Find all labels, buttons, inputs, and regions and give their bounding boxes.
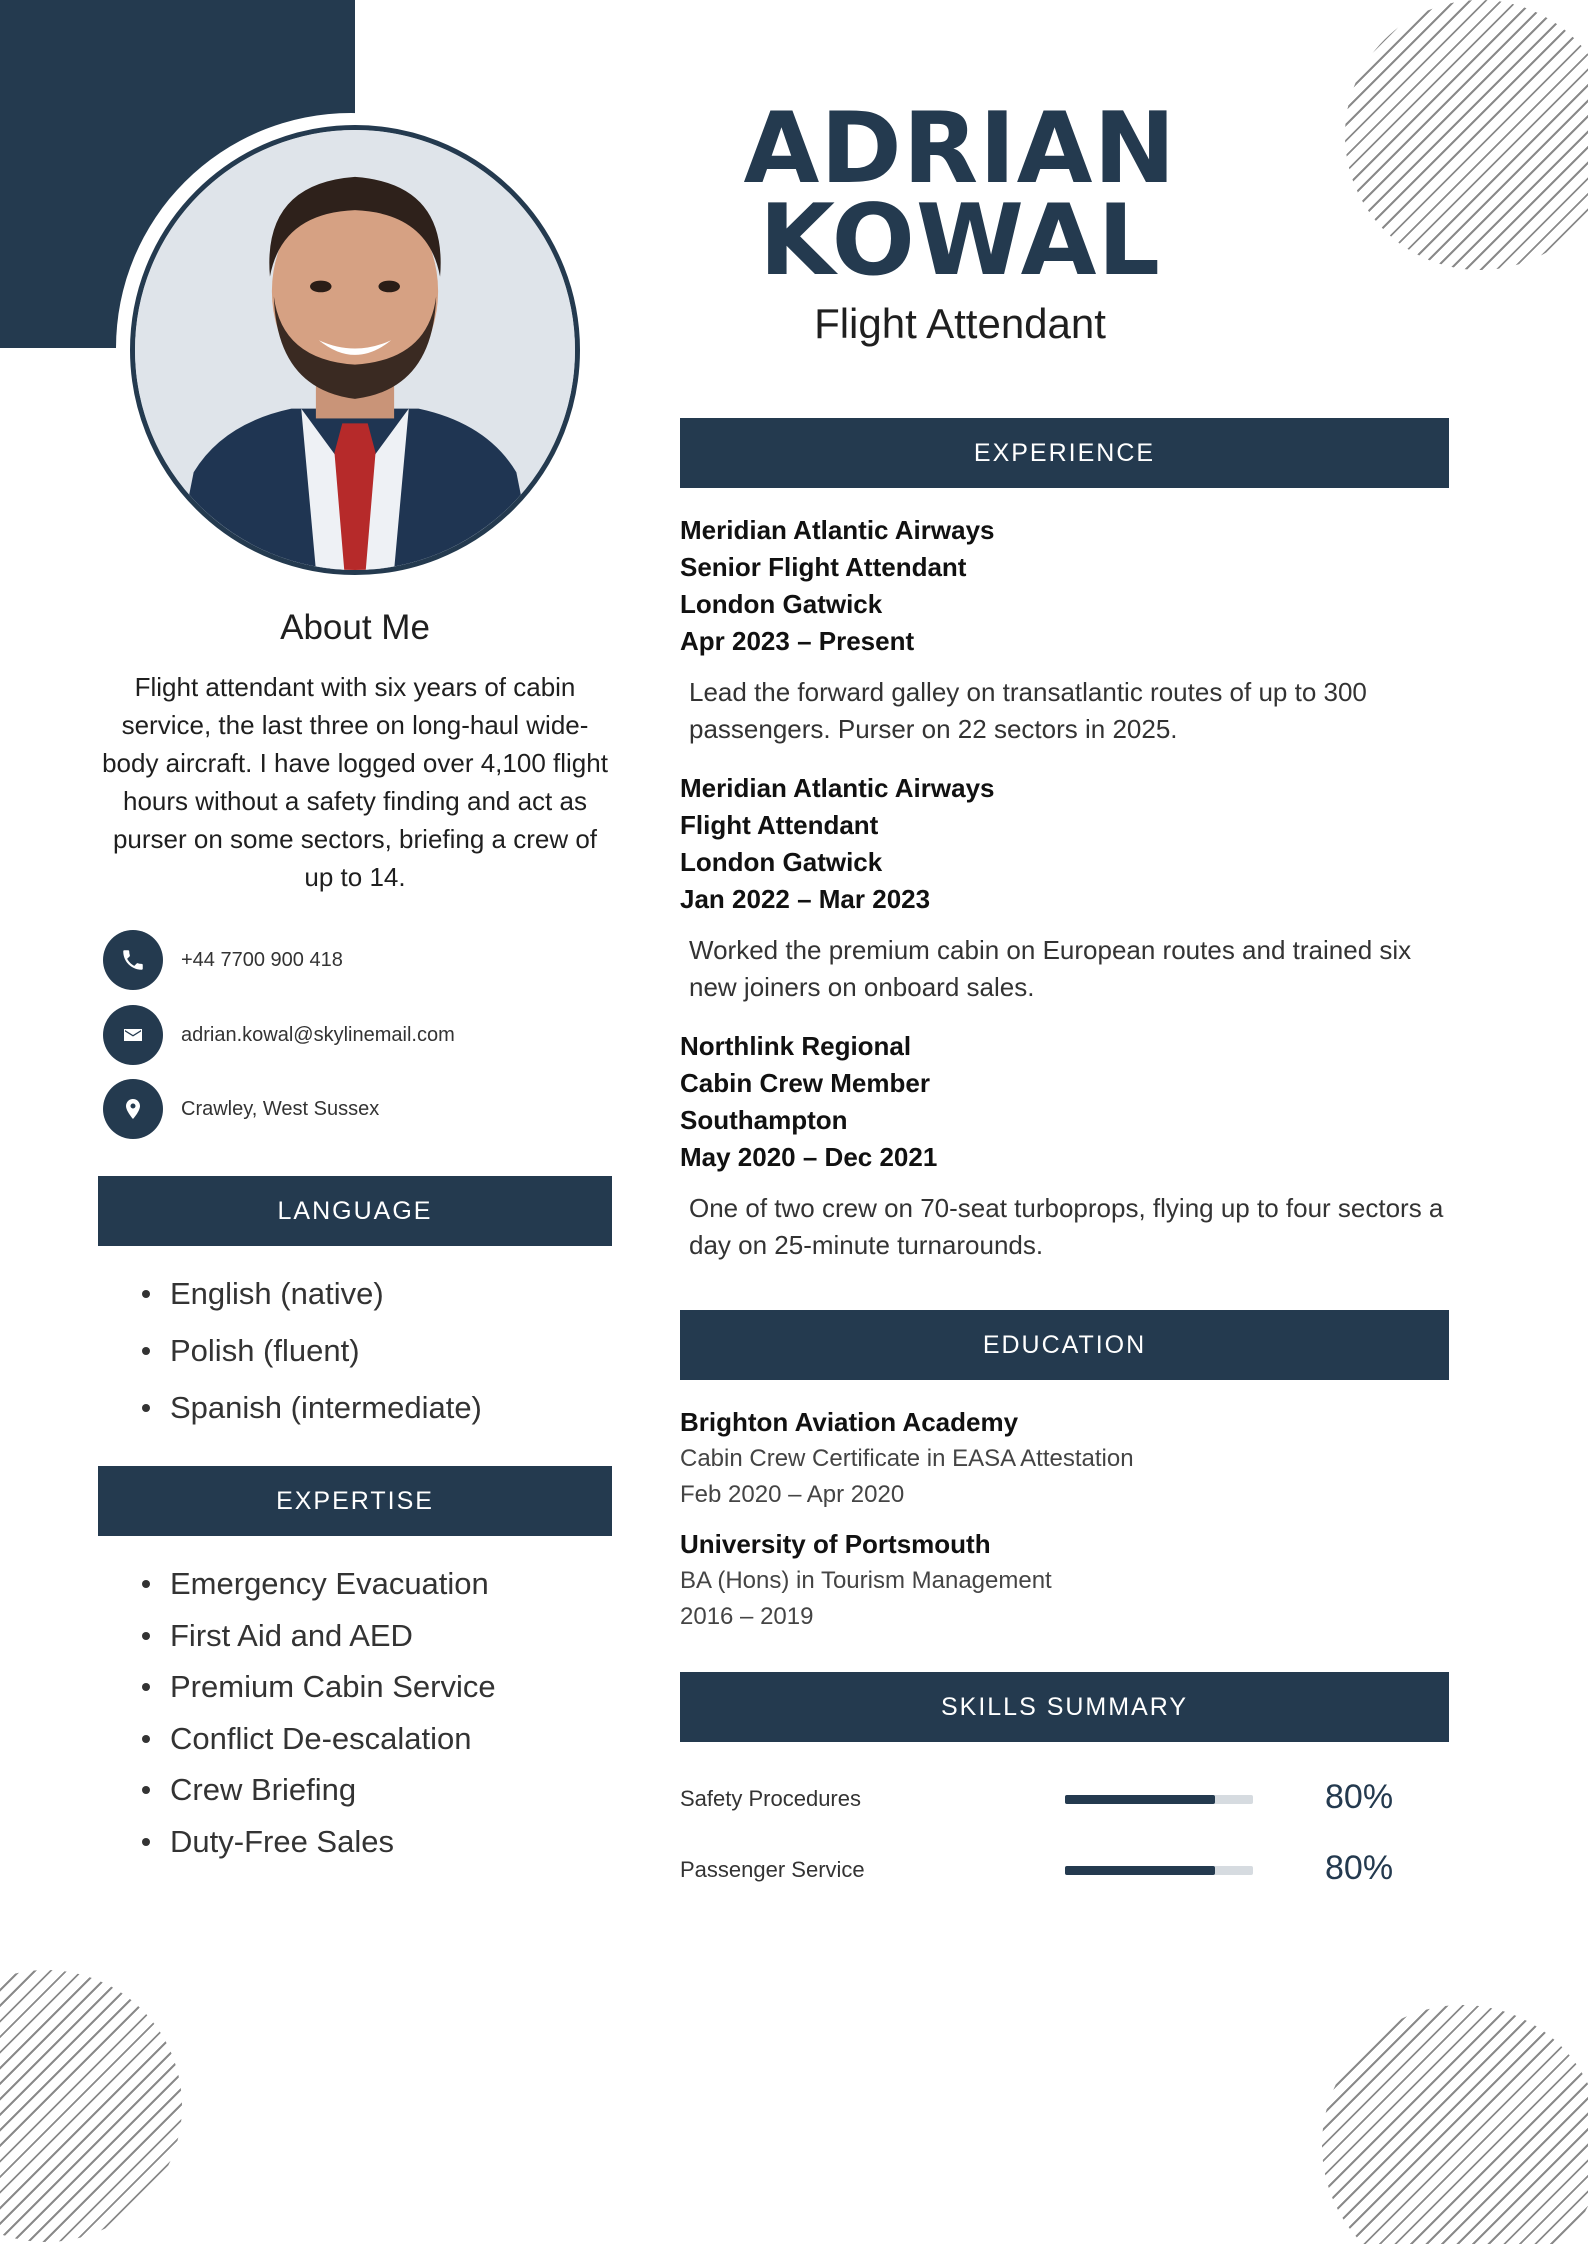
expertise-list	[170, 1558, 496, 1867]
skills-heading: SKILLS SUMMARY	[680, 1672, 1449, 1742]
location-text: Crawley, West Sussex	[181, 1097, 380, 1120]
job-dates: Jan 2022 – Mar 2023	[680, 884, 931, 914]
list-item: Polish (fluent)	[170, 1322, 482, 1379]
education-entry	[680, 1404, 1460, 1513]
company: Meridian Atlantic Airways	[680, 515, 995, 545]
language-list	[170, 1265, 482, 1436]
skill-row	[680, 1849, 1460, 1889]
contact-phone	[103, 930, 343, 990]
role: Senior Flight Attendant	[680, 552, 967, 582]
job-location: Southampton	[680, 1105, 848, 1135]
education-dates: Feb 2020 – Apr 2020	[680, 1481, 905, 1508]
list-item: Crew Briefing	[170, 1764, 496, 1816]
experience-entry	[680, 1028, 1460, 1264]
phone-text: +44 7700 900 418	[181, 948, 343, 971]
education-dates: 2016 – 2019	[680, 1603, 814, 1630]
skill-name: Safety Procedures	[680, 1786, 861, 1811]
company: Northlink Regional	[680, 1031, 912, 1061]
job-description: Worked the premium cabin on European routes and trained six new joiners on onboard sales.	[689, 935, 1412, 1002]
list-item: Premium Cabin Service	[170, 1661, 496, 1713]
skill-name: Passenger Service	[680, 1857, 865, 1882]
hatched-circle-bottom-left	[0, 1970, 182, 2242]
list-item: Emergency Evacuation	[170, 1558, 496, 1610]
job-description: One of two crew on 70-seat turboprops, flying up to four sectors a day on 25-minute turnarounds.	[689, 1193, 1444, 1260]
job-description: Lead the forward galley on transatlantic routes of up to 300 passengers. Purser on 22 sectors in 2025.	[689, 677, 1367, 744]
list-item: English (native)	[170, 1265, 482, 1322]
education-entry	[680, 1526, 1460, 1635]
experience-entry	[680, 770, 1460, 1006]
job-location: London Gatwick	[680, 589, 883, 619]
experience-heading: EXPERIENCE	[680, 418, 1449, 488]
degree: Cabin Crew Certificate in EASA Attestation	[680, 1445, 1134, 1472]
hatched-circle-top-right	[1345, 0, 1588, 270]
email-text: adrian.kowal@skylinemail.com	[181, 1023, 455, 1046]
phone-icon	[103, 930, 163, 990]
role: Cabin Crew Member	[680, 1068, 930, 1098]
school: University of Portsmouth	[680, 1529, 991, 1559]
hatched-circle-bottom-right	[1322, 2005, 1588, 2244]
skill-bar-fill	[1065, 1795, 1215, 1804]
experience-entry	[680, 512, 1460, 748]
skill-row	[680, 1778, 1460, 1818]
school: Brighton Aviation Academy	[680, 1407, 1019, 1437]
education-heading: EDUCATION	[680, 1310, 1449, 1380]
job-dates: Apr 2023 – Present	[680, 626, 915, 656]
skill-bar	[1065, 1795, 1253, 1804]
list-item: Duty-Free Sales	[170, 1816, 496, 1868]
skill-bar-fill	[1065, 1866, 1215, 1875]
expertise-heading: EXPERTISE	[98, 1466, 612, 1536]
location-pin-icon	[103, 1079, 163, 1139]
skill-percent: 80%	[1325, 1849, 1394, 1887]
company: Meridian Atlantic Airways	[680, 773, 995, 803]
role: Flight Attendant	[680, 810, 879, 840]
contact-email	[103, 1005, 455, 1065]
list-item: First Aid and AED	[170, 1610, 496, 1662]
job-dates: May 2020 – Dec 2021	[680, 1142, 938, 1172]
first-name: ADRIAN	[743, 92, 1177, 206]
contact-location	[103, 1079, 379, 1139]
portrait-illustration	[135, 130, 575, 570]
last-name: KOWAL	[759, 184, 1161, 298]
skill-percent: 80%	[1325, 1778, 1394, 1816]
degree: BA (Hons) in Tourism Management	[680, 1567, 1052, 1594]
list-item: Conflict De-escalation	[170, 1713, 496, 1765]
email-icon	[103, 1005, 163, 1065]
about-title: About Me	[280, 608, 430, 647]
job-title: Flight Attendant	[814, 300, 1106, 347]
list-item: Spanish (intermediate)	[170, 1379, 482, 1436]
job-location: London Gatwick	[680, 847, 883, 877]
about-text: Flight attendant with six years of cabin service, the last three on long-haul wide-body aircraft. I have logged over 4,100 flight hours without a safety finding and act as purser on some sectors, briefing a crew of up to 14.	[102, 672, 608, 892]
skill-bar	[1065, 1866, 1253, 1875]
profile-photo	[130, 125, 580, 575]
language-heading: LANGUAGE	[98, 1176, 612, 1246]
